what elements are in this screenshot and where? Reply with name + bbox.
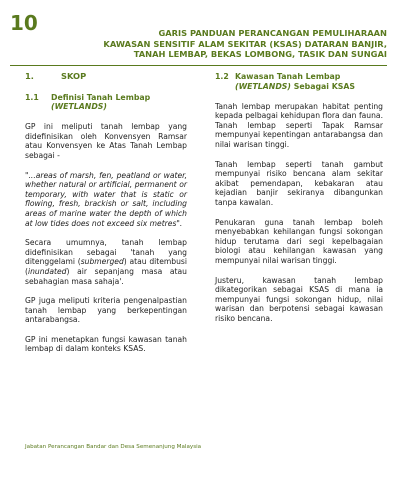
subsection-title: Kawasan Tanah Lembap (235, 72, 341, 81)
subsection-title-term: (WETLANDS) (51, 102, 107, 112)
paragraph: Penukaran guna tanah lembap boleh menyebabkan kehilangan fungsi sokongan hidup terutama dari segi kepelbagaian biologi atau kehilangan kawasan yang mempunyai nilai warisan tinggi. (215, 217, 383, 265)
subsection-title: Definisi Tanah Lembap (51, 92, 151, 102)
term-inundated: inundated (27, 266, 67, 276)
paragraph: Tanah lembap merupakan habitat penting kepada pelbagai kehidupan flora dan fauna. Tanah lembap seperti Tapak Ramsar mempunyai kepentingan antarabangsa dan nilai warisan tinggi. (215, 101, 383, 149)
section-title: SKOP (61, 71, 87, 81)
page-number: 10 (10, 11, 38, 35)
ramsar-quote: "...areas of marsh, fen, peatland or water, whether natural or artificial, permanent or temporary, with water that is static or flowing, fresh, brackish or salt, including areas of marine water the depth of which at low tides does not exceed six metres". (25, 170, 187, 228)
paragraph: Justeru, kawasan tanah lembap dikategorikan sebagai KSAS di mana ia mempunyai fungsi sokongan hidup, nilai warisan dan berpotensi sebagai kawasan risiko bencana. (215, 275, 383, 323)
header-divider (10, 65, 387, 66)
paragraph: GP juga meliputi kriteria pengenalpastian tanah lembap yang berkepentingan antarabangsa. (25, 296, 187, 325)
header-line: TANAH LEMBAP, BEKAS LOMBONG, TASIK DAN SUNGAI (133, 49, 387, 60)
subsection-title-term: (WETLANDS) (235, 81, 291, 91)
left-column (25, 72, 187, 364)
subsection-number: 1.2 (215, 72, 229, 81)
section-number: 1. (25, 71, 34, 81)
subsection-heading-1-2 (215, 72, 383, 92)
paragraph: GP ini menetapkan fungsi kawasan tanah lembap di dalam konteks KSAS. (25, 334, 187, 354)
term-submerged: submerged (80, 257, 124, 267)
subsection-title-rest: Sebagai KSAS (291, 81, 355, 91)
document-header (87, 28, 387, 60)
section-heading (25, 72, 187, 82)
subsection-heading-1-1 (25, 93, 187, 113)
paragraph: Tanah lembap seperti tanah gambut mempunyai risiko bencana alam sekitar akibat pemendapan, kebakaran atau kejadian banjir sekiranya dibangunkan tanpa kawalan. (215, 159, 383, 207)
header-line: KAWASAN SENSITIF ALAM SEKITAR (KSAS) DATARAN BANJIR, (103, 38, 387, 49)
paragraph: Secara umumnya, tanah lembap didefinisikan sebagai 'tanah yang ditenggelami (submerged) atau ditembusi (inundated) air sepanjang masa atau sebahagian masa sahaja'. (25, 238, 187, 286)
right-column (215, 72, 383, 333)
paragraph: GP ini meliputi tanah lembap yang didefinisikan oleh Konvensyen Ramsar atau Konvensyen ke Atas Tanah Lembap sebagai - (25, 122, 187, 160)
header-line: GARIS PANDUAN PERANCANGAN PEMULIHARAAN (158, 28, 387, 38)
subsection-number: 1.1 (25, 92, 39, 102)
footer-text: Jabatan Perancangan Bandar dan Desa Semenanjung Malaysia (25, 444, 202, 450)
